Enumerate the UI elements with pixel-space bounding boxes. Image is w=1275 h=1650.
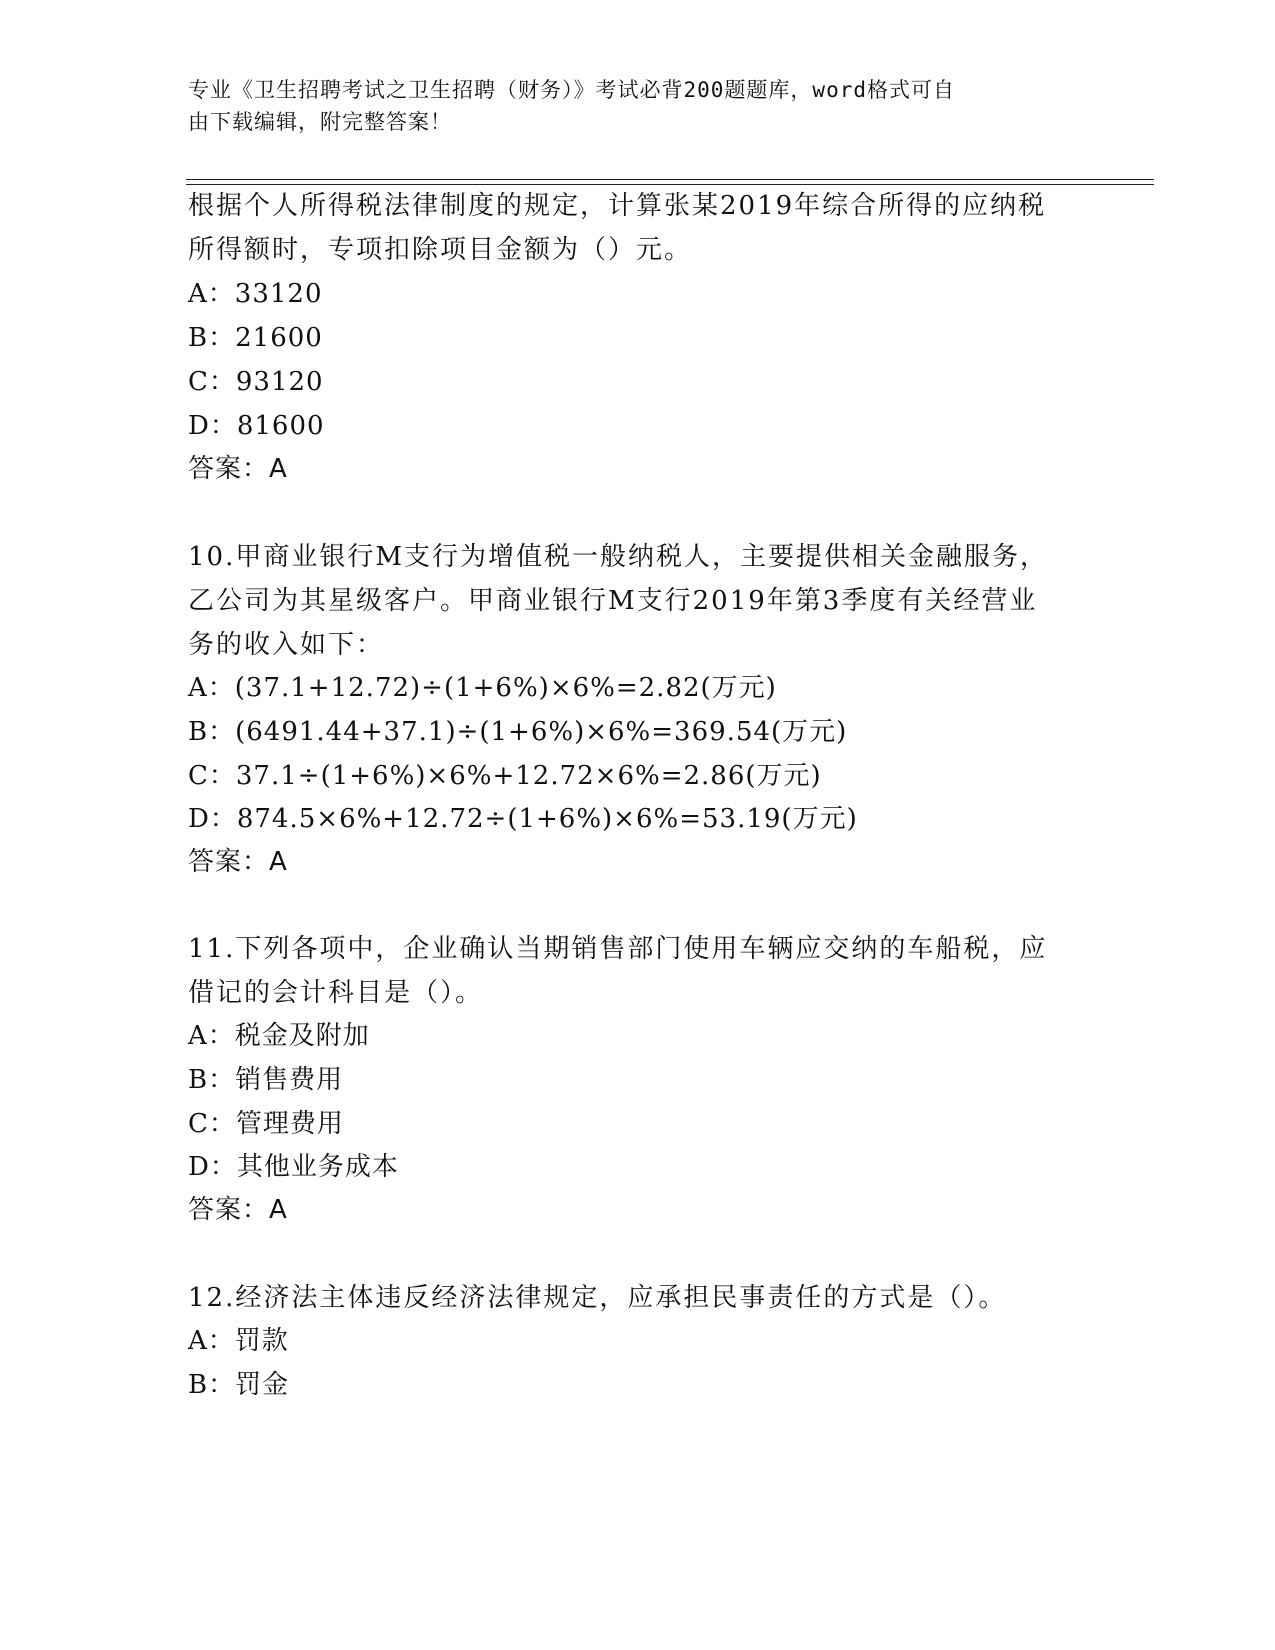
answer-label: 答案：A xyxy=(188,454,288,484)
option-c: C：管理费用 xyxy=(188,1109,344,1139)
option-a: A：罚款 xyxy=(188,1326,289,1356)
answer-label: 答案：A xyxy=(188,847,288,877)
option-b: B：销售费用 xyxy=(188,1065,344,1095)
option-c: C：93120 xyxy=(188,367,324,397)
question-stem-line: 所得额时，专项扣除项目金额为（）元。 xyxy=(188,235,693,265)
header-divider-top xyxy=(186,179,1154,180)
question-stem-line: 乙公司为其星级客户。甲商业银行M支行2019年第3季度有关经营业 xyxy=(188,586,1038,616)
question-stem-line: 根据个人所得税法律制度的规定，计算张某2019年综合所得的应纳税 xyxy=(188,191,1047,221)
option-d: D：其他业务成本 xyxy=(188,1152,399,1182)
document-header xyxy=(188,74,1068,138)
option-b: B：(6491.44+37.1)÷(1+6%)×6%=369.54(万元) xyxy=(188,717,848,747)
header-title-line-1: 专业《卫生招聘考试之卫生招聘（财务）》考试必背200题题库，word格式可自 xyxy=(188,78,955,102)
question-stem-line: 10.甲商业银行M支行为增值税一般纳税人，主要提供相关金融服务， xyxy=(188,542,1048,572)
question-stem-line: 12.经济法主体违反经济法律规定，应承担民事责任的方式是（）。 xyxy=(188,1283,1007,1313)
option-a: A：税金及附加 xyxy=(188,1021,370,1051)
option-a: A：33120 xyxy=(188,279,323,309)
option-d: D：81600 xyxy=(188,411,325,441)
option-a: A：(37.1+12.72)÷(1+6%)×6%=2.82(万元) xyxy=(188,673,777,703)
option-c: C：37.1÷(1+6%)×6%+12.72×6%=2.86(万元) xyxy=(188,761,822,791)
header-title-line-2: 由下载编辑，附完整答案！ xyxy=(188,110,452,134)
answer-label: 答案：A xyxy=(188,1195,288,1225)
question-stem-line: 借记的会计科目是（）。 xyxy=(188,978,484,1008)
question-stem-line: 务的收入如下： xyxy=(188,630,385,660)
option-b: B：21600 xyxy=(188,323,323,353)
option-d: D：874.5×6%+12.72÷(1+6%)×6%=53.19(万元) xyxy=(188,804,858,834)
question-stem-line: 11.下列各项中，企业确认当期销售部门使用车辆应交纳的车船税，应 xyxy=(188,934,1048,964)
option-b: B：罚金 xyxy=(188,1370,290,1400)
